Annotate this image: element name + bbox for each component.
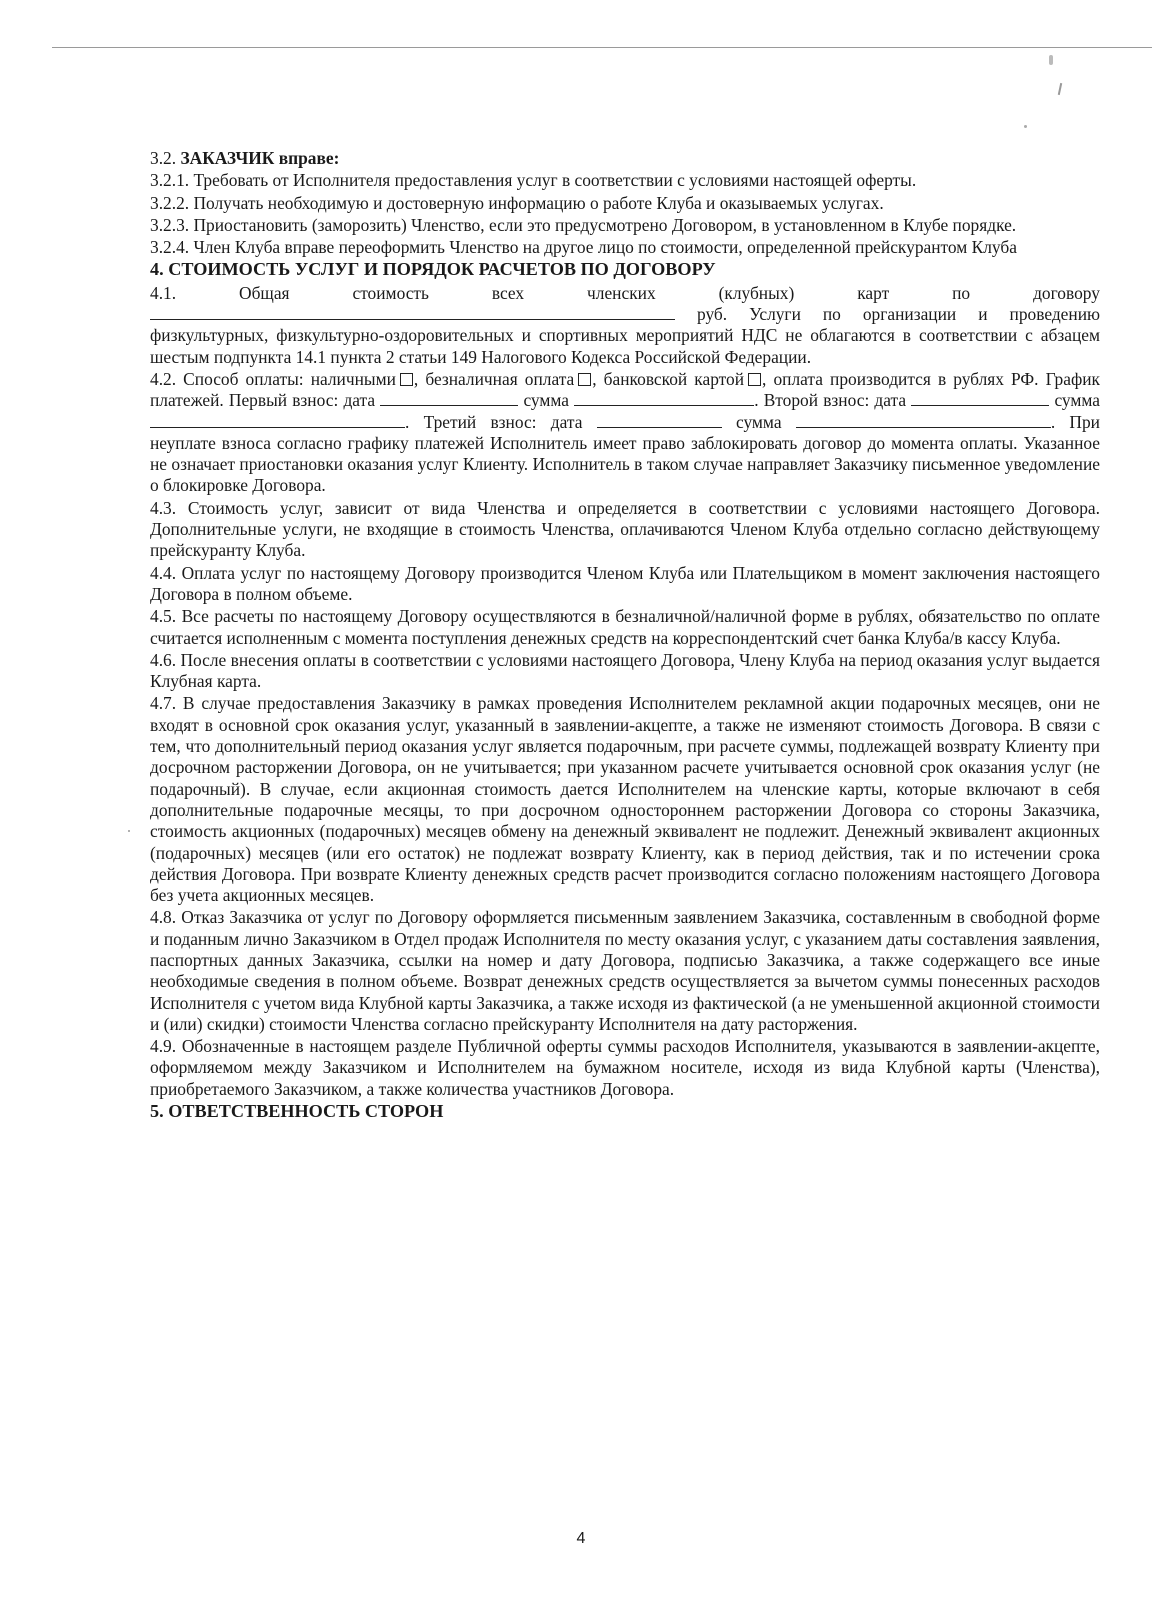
scan-speck — [1024, 125, 1027, 128]
total-cost-blank[interactable] — [150, 304, 675, 320]
clause-3-2-3: 3.2.3. Приостановить (заморозить) Членство, если это предусмотрено Договором, в установленном в Клубе порядке. — [150, 214, 1017, 235]
clause-4-1-first-line: 4.1. Общая стоимость всех членских (клубных) карт по договору — [150, 282, 1100, 303]
clause-4-5: 4.5. Все расчеты по настоящему Договору осуществляются в безналичной/наличной форме в рублях, обязательство по оплате считается исполненным с момента поступления денежных средств на корреспондентский счет банка Клуба/в кассу Клуба. — [150, 606, 1100, 648]
section-3-2-title: 3.2. ЗАКАЗЧИК вправе: — [150, 148, 340, 168]
page-number: 4 — [576, 1530, 586, 1547]
section-5-heading: 5. ОТВЕТСТВЕННОСТЬ СТОРОН — [150, 1101, 444, 1122]
clause-4-4: 4.4. Оплата услуг по настоящему Договору производится Членом Клуба или Плательщиком в момент заключения настоящего Договора в полном объеме. — [150, 562, 1100, 604]
scan-speck — [128, 830, 130, 832]
top-rule — [52, 47, 1152, 48]
document-body — [150, 148, 1100, 1124]
clause-3-2-1: 3.2.1. Требовать от Исполнителя предоставления услуг в соответствии с условиями настоящей оферты. — [150, 170, 917, 191]
clause-4-3: 4.3. Стоимость услуг, зависит от вида Членства и определяется в соответствии с условиями настоящего Договора. Дополнительные услуги, не входящие в стоимость Членства, оплачиваются Членом Клуба отдельно согласно действующему прейскуранту Клуба. — [150, 497, 1100, 561]
payment-1-date-blank[interactable] — [380, 390, 518, 406]
payment-2-date-blank[interactable] — [911, 390, 1049, 406]
payment-3-sum-blank[interactable] — [796, 412, 1051, 428]
clause-4-6: 4.6. После внесения оплаты в соответствии с условиями настоящего Договора, Члену Клуба на период оказания услуг выдается Клубная карта. — [150, 649, 1100, 692]
clause-4-1-body: руб. Услуги по организации и проведению физкультурных, физкультурно-оздоровительных и спортивных мероприятий НДС не облагаются в соответствии с абзацем шестым подпункта 14.1 пункта 2 статьи 149 Налогового Кодекса Российской Федерации. — [150, 304, 1100, 367]
cash-checkbox[interactable] — [400, 373, 413, 386]
clause-3-2-4: 3.2.4. Член Клуба вправе переоформить Членство на другое лицо по стоимости, определенной прейскурантом Клуба — [150, 237, 1017, 258]
section-4-heading: 4. СТОИМОСТЬ УСЛУГ И ПОРЯДОК РАСЧЕТОВ ПО ДОГОВОРУ — [150, 259, 716, 280]
clause-4-1 — [150, 283, 1100, 368]
card-checkbox[interactable] — [748, 373, 761, 386]
cashless-checkbox[interactable] — [578, 373, 591, 386]
clause-4-7: 4.7. В случае предоставления Заказчику в рамках проведения Исполнителем рекламной акции подарочных месяцев, они не входят в основной срок оказания услуг, указанный в заявлении-акцепте, а также не изменяют стоимость Договора. В связи с тем, что дополнительный период оказания услуг является подарочным, при расчете суммы, подлежащей возврату Клиенту при досрочном расторжении Договора, он не учитывается; при указанном расчете учитывается основной срок оказания услуг (не подарочный). В случае, если акционная стоимость дается Исполнителем на членские карты, которые включают в себя дополнительные подарочные месяцы, то при досрочном одностороннем расторжении Договора со стороны Заказчика, стоимость акционных (подарочных) месяцев обмену на денежный эквивалент не подлежит. Денежный эквивалент акционных (подарочных) месяцев (или его остаток) не подлежат возврату Клиенту, как в период действия, так и по истечении срока действия Договора. При возврате Клиенту денежных средств расчет производится согласно положениям настоящего Договора без учета акционных месяцев. — [150, 693, 1100, 906]
payment-1-sum-blank[interactable] — [574, 390, 754, 406]
clause-3-2-2: 3.2.2. Получать необходимую и достоверную информацию о работе Клуба и оказываемых услугах. — [150, 192, 884, 213]
clause-4-9: 4.9. Обозначенные в настоящем разделе Публичной оферты суммы расходов Исполнителя, указываются в заявлении-акцепте, оформляемом между Заказчиком и Исполнителем на бумажном носителе, исходя из вида Клубной карты (Членства), приобретаемого Заказчиком, а также количества участников Договора. — [150, 1036, 1100, 1099]
scan-speck — [1049, 55, 1053, 65]
clause-4-8: 4.8. Отказ Заказчика от услуг по Договору оформляется письменным заявлением Заказчика, составленным в свободной форме и поданным лично Заказчиком в Отдел продаж Исполнителя по месту оказания услуг, с указанием даты составления заявления, паспортных данных Заказчика, ссылки на номер и дату Договора, подписью Заказчика, а также содержащего все иные необходимые сведения в полном объеме. Возврат денежных средств осуществляется за вычетом суммы понесенных расходов Исполнителя с учетом вида Клубной карты Заказчика, а также исходя из фактической (а не уменьшенной акционной стоимости и (или) скидки) стоимости Членства согласно прейскуранту Исполнителя на дату расторжения. — [150, 907, 1100, 1034]
clause-4-2: 4.2. Способ оплаты: наличными , безналичная оплата , банковской картой , оплата производится в рублях РФ. График платежей. Первый взнос: дата сумма . Второй взнос: дата сумма . Третий взнос: дата сумма . При неуплате взноса согласно графику платежей Исполнитель имеет право заблокировать договор до момента оплаты. Указанное не означает приостановки оказания услуг Клиенту. Исполнитель в таком случае направляет Заказчику письменное уведомление о блокировке Договора. — [150, 368, 1101, 496]
scan-speck — [1058, 83, 1062, 95]
payment-3-date-blank[interactable] — [597, 412, 722, 428]
payment-2-sum-blank[interactable] — [150, 412, 405, 428]
